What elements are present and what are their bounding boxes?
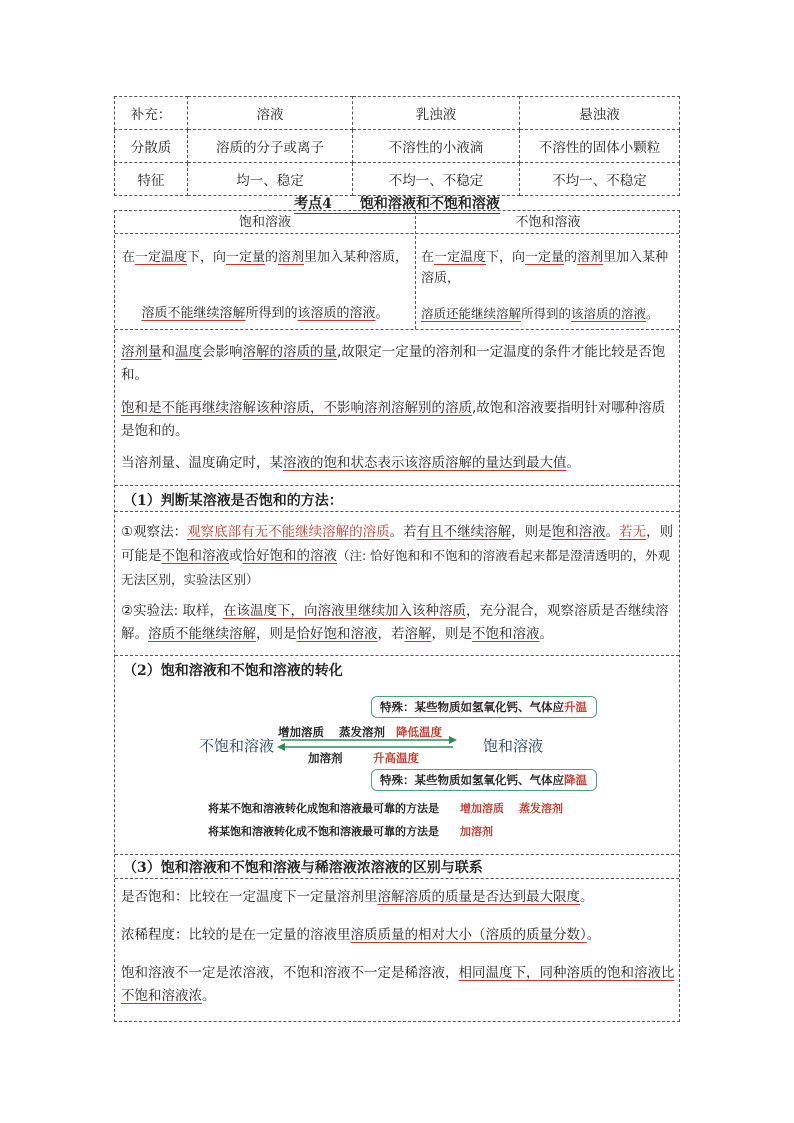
- special-case-top: 特殊：某些物质如氢氧化钙、气体应升温: [371, 696, 597, 718]
- table-cell: 不均一、不稳定: [520, 163, 680, 196]
- special-case-bottom: 特殊：某些物质如氢氧化钙、气体应降温: [371, 769, 597, 791]
- paragraph-solvent-temperature: 溶剂量和温度会影响溶解的溶质的量,故限定一定量的溶剂和一定温度的条件才能比较是否饱和。: [121, 344, 666, 383]
- table-cell: 特征: [115, 163, 188, 196]
- table-cell: 均一、稳定: [188, 163, 353, 196]
- label-raise-temp: 升高温度: [373, 751, 419, 765]
- table-cell: 不溶性的小液滴: [353, 130, 520, 163]
- is-saturated-text: 是否饱和：比较在一定温度下一定量溶剂里溶解溶质的质量是否达到最大限度。: [121, 889, 594, 905]
- section-title-text: 考点4 饱和溶液和不饱和溶液: [294, 196, 500, 212]
- note2-add-solvent: 加溶剂: [460, 825, 493, 838]
- unsaturated-definition: 在一定温度下，向一定量的溶剂里加入某种溶质，: [421, 250, 669, 286]
- paragraph-max-value: 当溶剂量、温度确定时，某溶液的饱和状态表示该溶质溶解的量达到最大值。: [121, 455, 580, 471]
- table-cell: 悬浊液: [520, 97, 680, 130]
- label-add-solute: 增加溶质: [278, 725, 324, 739]
- dispersion-comparison-table: [114, 96, 680, 196]
- table-cell: 分散质: [115, 130, 188, 163]
- table-cell: 补充：: [115, 97, 188, 130]
- table-row: [115, 97, 680, 130]
- heading-judge-method: （1）判断某溶液是否饱和的方法：: [123, 493, 343, 509]
- concentration-text: 浓稀程度：比较的是在一定量的溶液里溶质质量的相对大小（溶质的质量分数）。: [121, 927, 601, 943]
- note1-evaporate: 蒸发溶剂: [519, 802, 563, 815]
- saturated-node: 饱和溶液: [483, 737, 544, 755]
- heading-difference: （3）饱和溶液和不饱和溶液与稀溶液浓溶液的区别与联系: [123, 860, 483, 876]
- table-cell: 不均一、不稳定: [353, 163, 520, 196]
- table-cell: 溶液: [188, 97, 353, 130]
- label-evaporate: 蒸发溶剂: [339, 725, 385, 739]
- table-cell: 不溶性的固体小颗粒: [520, 130, 680, 163]
- table-row: [115, 130, 680, 163]
- experiment-method: ②实验法: 取样，在该温度下，向溶液里继续加入该种溶质，充分混合，观察溶质是否继续溶解。溶质不能继续溶解，则是恰好饱和溶液，若溶解，则是不饱和溶液。: [121, 603, 669, 642]
- unsaturated-definition-2: 溶质还能继续溶解所得到的该溶质的溶液。: [421, 306, 659, 321]
- unsaturated-node: 不饱和溶液: [199, 737, 275, 755]
- paragraph-specific-solute: 饱和是不能再继续溶解该种溶质，不影响溶剂溶解别的溶质,故饱和溶液要指明针对哪种溶质是饱和的。: [121, 400, 666, 439]
- note-most-reliable-2: 将某饱和溶液转化成不饱和溶液最可靠的方法是: [208, 825, 439, 838]
- table-row: [115, 163, 680, 196]
- saturated-definition: 在一定温度下，向一定量的溶剂里加入某种溶质，: [121, 250, 409, 265]
- unsaturated-head: 不饱和溶液: [515, 215, 581, 230]
- saturated-head: 饱和溶液: [238, 215, 291, 230]
- note-most-reliable-1: 将某不饱和溶液转化成饱和溶液最可靠的方法是: [208, 802, 439, 815]
- label-add-solvent: 加溶剂: [308, 751, 343, 765]
- heading-conversion: （2）饱和溶液和不饱和溶液的转化: [123, 663, 343, 679]
- observation-method: ①观察法：观察底部有无不能继续溶解的溶质。若有且不继续溶解，则是饱和溶液。若无，则可能是不饱和溶液或恰好饱和的溶液（注: 恰好饱和和不饱和的溶液看起来都是澄清透明的，外观无法区别，实验法区别）: [121, 524, 674, 587]
- content-box: [114, 210, 680, 1022]
- table-cell: 溶质的分子或离子: [188, 130, 353, 163]
- relation-text: 饱和溶液不一定是浓溶液，不饱和溶液不一定是稀溶液，相同温度下，同种溶质的饱和溶液比不饱和溶液浓。: [121, 965, 675, 1004]
- label-lower-temp: 降低温度: [396, 725, 442, 739]
- note1-add-solute: 增加溶质: [460, 802, 504, 815]
- saturated-definition-2: 溶质不能继续溶解所得到的该溶质的溶液。: [141, 306, 389, 321]
- table-cell: 乳浊液: [353, 97, 520, 130]
